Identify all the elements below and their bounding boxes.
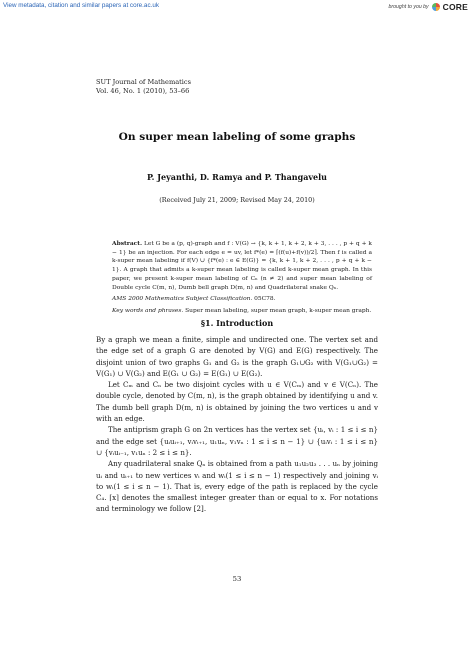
ams-value: 05C78. — [254, 296, 276, 303]
keywords-value: Super mean labeling, super mean graph, k-super mean graph. — [185, 307, 372, 314]
paragraph-3: The antiprism graph G on 2n vertices has the vertex set {uᵢ, vᵢ : 1 ≤ i ≤ n} and the edge set {uᵢuᵢ₊₁, vᵢvᵢ₊₁, u₁uₙ, v₁vₙ : 1 ≤ i ≤ n − 1} ∪ {uᵢvᵢ : 1 ≤ i ≤ n} ∪ {vᵢuᵢ₋₁, v₁uₙ : 2 ≤ i ≤ n}. — [96, 425, 378, 457]
paper-authors: P. Jeyanthi, D. Ramya and P. Thangavelu — [146, 172, 327, 182]
journal-volume: Vol. 46, No. 1 (2010), 53–66 — [96, 87, 190, 95]
abstract-text: Let G be a (p, q)-graph and f : V(G) → {k, k + 1, k + 2, k + 3, . . . , p + q + k − 1} be an injection. For each edge e = uv, let f*(e) = ⌈(f(u)+f(v))/2⌉. Then f is called a k-super mean labeling if f(V) ∪ {f*(e) : e ∈ E(G)} = {k, k + 1, k + 2, . . . , p + q + k − 1}. A graph that admits a k-super mean labeling is called k-super mean graph. In this paper, we present k-super mean labeling of Cₙ (n ≠ 2) and super mean labeling of Double cycle C(m, n), Dumb bell graph D(m, n) and Quadrilateral snake Qₙ. — [112, 241, 373, 291]
keywords — [112, 307, 372, 316]
abstract — [112, 240, 372, 316]
core-metadata-link[interactable]: View metadata, citation and similar papers at core.ac.uk — [3, 2, 159, 9]
received-dates: (Received July 21, 2009; Revised May 24, 2010) — [159, 196, 315, 204]
core-brand[interactable] — [389, 2, 468, 12]
journal-header — [96, 78, 191, 96]
page-number: 53 — [232, 575, 242, 583]
section-heading: §1. Introduction — [200, 318, 274, 328]
core-logo-text: CORE — [442, 2, 468, 12]
paper-title: On super mean labeling of some graphs — [118, 131, 356, 143]
paragraph-2: Let Cₘ and Cₙ be two disjoint cycles with u ∈ V(Cₘ) and v ∈ V(Cₙ). The double cycle, denoted by C(m, n), is the graph obtained by identifying u and v. The dumb bell graph D(m, n) is obtained by joining the two vertices u and v with an edge. — [96, 380, 378, 424]
core-logo-icon — [432, 3, 440, 11]
abstract-lead: Abstract. — [112, 240, 143, 247]
paragraph-1: By a graph we mean a finite, simple and undirected one. The vertex set and the edge set of a graph G are denoted by V(G) and E(G) respectively. The disjoint union of two graphs G₁ and G₂ is the graph G₁∪G₂ with V(G₁∪G₂) = V(G₁) ∪ V(G₂) and E(G₁ ∪ G₂) = E(G₁) ∪ E(G₂). — [96, 335, 378, 378]
paragraph-4: Any quadrilateral snake Qₙ is obtained from a path u₁u₂u₃ . . . uₙ by joining uᵢ and uᵢ₊₁ to new vertices vᵢ and wᵢ(1 ≤ i ≤ n − 1) respectively and joining vᵢ to wᵢ(1 ≤ i ≤ n − 1). That is, every edge of the path is replaced by the cycle C₄. ⌈x⌉ denotes the smallest integer greater than or equal to x. For notations and terminology we follow [2]. — [96, 459, 378, 514]
journal-name: SUT Journal of Mathematics — [96, 78, 191, 86]
brought-by-text: brought to you by — [388, 4, 429, 10]
abstract-paragraph — [112, 240, 372, 292]
ams-label: AMS 2000 Mathematics Subject Classification. — [112, 296, 253, 303]
keywords-label: Key words and phrases. — [112, 307, 184, 314]
body-text — [96, 334, 378, 515]
ams-classification — [112, 295, 372, 304]
core-banner — [0, 0, 474, 14]
